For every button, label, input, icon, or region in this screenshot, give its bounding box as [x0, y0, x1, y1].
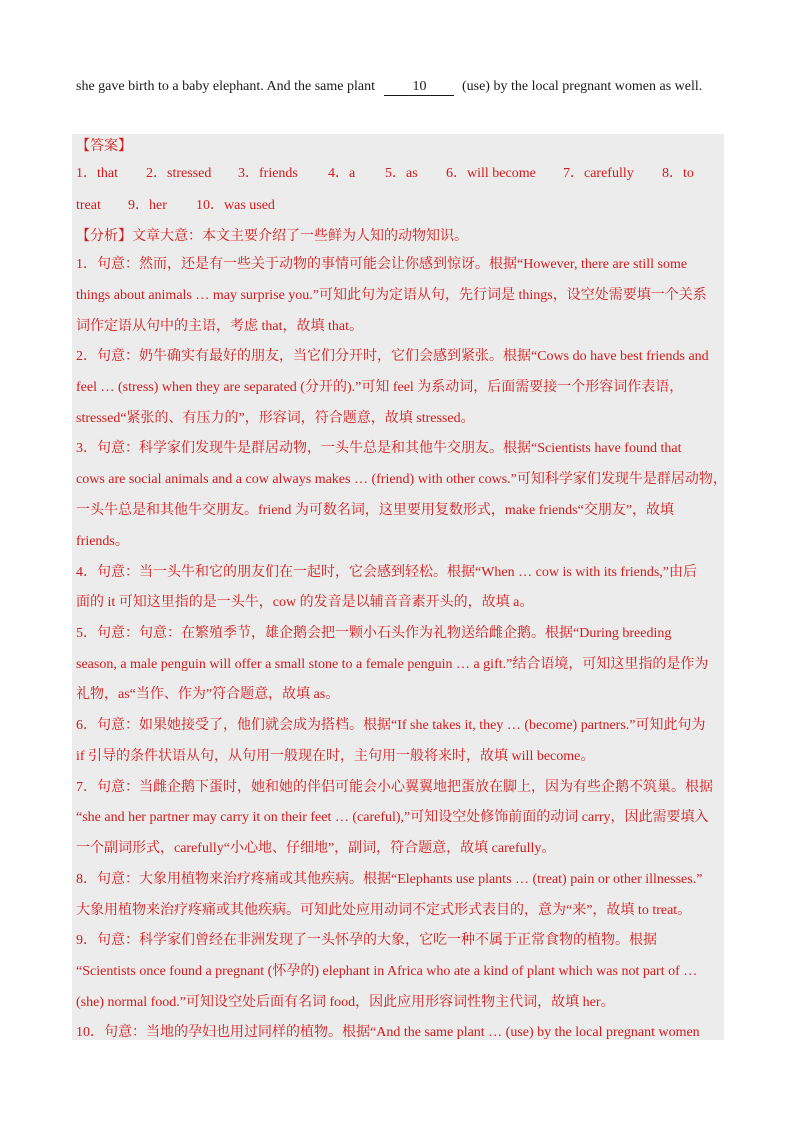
analysis-line: 7．句意：当雌企鹅下蛋时，她和她的伴侣可能会小心翼翼地把蛋放在脚上，因为有些企鹅不筑巢。根据 — [76, 780, 713, 795]
question-text-after: (use) by the local pregnant women as well. — [461, 79, 703, 94]
analysis-line: stressed“紧张的、有压力的”，形容词，符合题意，故填 stressed。 — [76, 411, 475, 426]
blank-10: 10 — [384, 79, 454, 96]
analysis-line: “Scientists once found a pregnant (怀孕的) elephant in Africa who ate a kind of plant which was not part of … — [76, 964, 698, 979]
analysis-line: 一头牛总是和其他牛交朋友。friend 为可数名词，这里要用复数形式，make friends“交朋友”，故填 — [76, 503, 675, 518]
analysis-line: 礼物，as“当作、作为”符合题意，故填 as。 — [76, 687, 340, 702]
analysis-line: season, a male penguin will offer a small stone to a female penguin … a gift.”结合语境，可知这里指的是作为 — [76, 657, 709, 672]
analysis-line: 一个副词形式，carefully“小心地、仔细地”，副词，符合题意，故填 carefully。 — [76, 841, 556, 856]
answer-4: 4．a — [328, 166, 356, 181]
answer-8: 8．to — [662, 166, 694, 181]
analysis-line: 3．句意：科学家们发现牛是群居动物，一头牛总是和其他牛交朋友。根据“Scientists have found that — [76, 441, 682, 456]
question-text-before: she gave birth to a baby elephant. And the same plant — [76, 79, 375, 94]
analysis-line: 2．句意：奶牛确实有最好的朋友，当它们分开时，它们会感到紧张。根据“Cows do have best friends and — [76, 349, 709, 364]
analysis-line: 9．句意：科学家们曾经在非洲发现了一头怀孕的大象，它吃一种不属于正常食物的植物。根据 — [76, 933, 657, 948]
analysis-line: “she and her partner may carry it on their feet … (careful),”可知设空处修饰前面的动词 carry，因此需要填入 — [76, 810, 709, 825]
answer-3: 3．friends — [238, 166, 298, 181]
answer-row-2 — [76, 196, 736, 216]
analysis-line: 8．句意：大象用植物来治疗疼痛或其他疾病。根据“Elephants use plants … (treat) pain or other illnesses.” — [76, 872, 703, 887]
answer-10: 10．was used — [196, 198, 275, 213]
analysis-line: feel … (stress) when they are separated (分开的).”可知 feel 为系动词，后面需要接一个形容词作表语， — [76, 380, 684, 395]
analysis-line: if 引导的条件状语从句，从句用一般现在时，主句用一般将来时，故填 will become。 — [76, 749, 595, 764]
answer-7: 7．carefully — [563, 166, 634, 181]
analysis-line: 10．句意：当地的孕妇也用过同样的植物。根据“And the same plant … (use) by the local pregnant women — [76, 1025, 700, 1040]
answer-6: 6．will become — [446, 166, 536, 181]
analysis-line: 6．句意：如果她接受了，他们就会成为搭档。根据“If she takes it, they … (become) partners.”可知此句为 — [76, 718, 706, 733]
answer-header: 【答案】 — [76, 139, 132, 154]
analysis-line: 【分析】文章大意：本文主要介绍了一些鲜为人知的动物知识。 — [76, 229, 468, 244]
analysis-line: friends。 — [76, 534, 129, 549]
analysis-line: (she) normal food.”可知设空处后面有名词 food，因此应用形容词性物主代词，故填 her。 — [76, 995, 615, 1010]
answer-5: 5．as — [385, 166, 418, 181]
analysis-line: 1．句意：然而，还是有一些关于动物的事情可能会让你感到惊讶。根据“However, there are still some — [76, 257, 688, 272]
answer-1: 1．that — [76, 166, 118, 181]
analysis-line: 4．句意：当一头牛和它的朋友们在一起时，它会感到轻松。根据“When … cow is with its friends,”由后 — [76, 565, 698, 580]
answer-2: 2．stressed — [146, 166, 212, 181]
analysis-line: cows are social animals and a cow always makes … (friend) with other cows.”可知科学家们发现牛是群居动物， — [76, 472, 727, 487]
analysis-line: 大象用植物来治疗疼痛或其他疾病。可知此处应用动词不定式形式表目的，意为“来”，故填 to treat。 — [76, 903, 692, 918]
analysis-line: 词作定语从句中的主语，考虑 that，故填 that。 — [76, 319, 363, 334]
question-line — [76, 77, 756, 97]
answer-row-1 — [76, 164, 736, 184]
analysis-line: things about animals … may surprise you.”可知此句为定语从句，先行词是 things，设空处需要填一个关系 — [76, 288, 707, 303]
answer-8-cont: treat — [76, 198, 101, 213]
answer-9: 9．her — [128, 198, 167, 213]
analysis-line: 面的 it 可知这里指的是一头牛，cow 的发音是以辅音音素开头的，故填 a。 — [76, 595, 534, 610]
analysis-line: 5．句意：句意：在繁殖季节，雄企鹅会把一颗小石头作为礼物送给雌企鹅。根据“During breeding — [76, 626, 672, 641]
